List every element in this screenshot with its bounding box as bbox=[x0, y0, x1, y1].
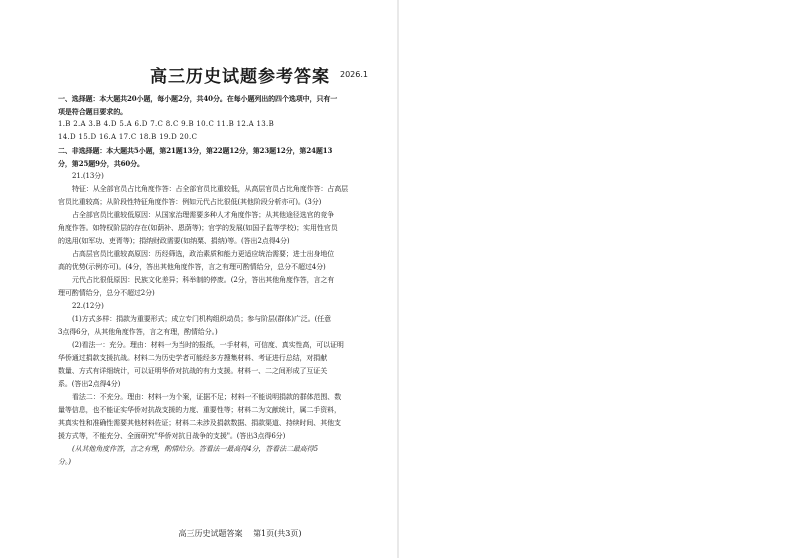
answers-row-1: 1.B 2.A 3.B 4.D 5.A 6.D 7.C 8.C 9.B 10.C 11.B 12.A 13.B bbox=[58, 120, 275, 128]
page-fold-line bbox=[397, 0, 399, 558]
q21-para: 特征：从全部官员占比角度作答：占全部官员比重较低，从高层官员占比角度作答：占高层 bbox=[72, 185, 348, 193]
q22-para: 援方式等，不能充分、全面研究"华侨对抗日战争的支援"。(答出3点得6分) bbox=[58, 432, 286, 440]
page-footer bbox=[120, 528, 360, 539]
answers-row-2: 14.D 15.D 16.A 17.C 18.B 19.D 20.C bbox=[58, 133, 198, 141]
q22-para: 看法二：不充分。理由：材料一为个案，证据不足；材料一不能说明捐款的群体范围、数 bbox=[72, 393, 342, 401]
q21-para: 理可酌情给分，总分不超过2分) bbox=[58, 289, 155, 297]
q21-para: 占高层官员比重较高原因：历经筛选，政治素质和能力更适应统治需要；进士出身地位 bbox=[72, 250, 335, 258]
section2-header: 二、非选择题：本大题共5小题，第21题13分，第22题12分，第23题12分，第24题13 bbox=[58, 146, 333, 155]
q21-para: 的选用(如军功、吏胥等)；捐纳财政需要(如纳粟、捐纳)等。(答出2点得4分) bbox=[58, 237, 290, 245]
exam-date: 2026.1 bbox=[340, 70, 368, 79]
section1-header-cont: 项是符合题目要求的。 bbox=[58, 107, 127, 116]
answer-body bbox=[58, 92, 374, 469]
q21-number: 21.(13分) bbox=[72, 172, 104, 180]
section1-header: 一、选择题：本大题共20小题，每小题2分，共40分。在每小题列出的四个选项中，只有一 bbox=[58, 94, 338, 103]
q21-para: 占全部官员比重较低原因：从国家治理需要多种人才角度作答；从其他途径选官的竞争 bbox=[72, 211, 335, 219]
q22-para: 其真实性和准确性需要其他材料佐证；材料二未涉及捐款数据、捐款渠道、持续时间、其他支 bbox=[58, 419, 341, 427]
q21-para: 角度作答。如特权阶层的存在(如荫补、恩荫等)；官学的发展(如国子监等学校)；实用性官员 bbox=[58, 224, 338, 232]
q21-para: 元代占比很低原因：民族文化差异；科举制的停废。(2分，答出其他角度作答，言之有 bbox=[72, 276, 335, 284]
q21-para: 高的优势(示例亦可)。(4分，答出其他角度作答，言之有理可酌情给分，总分不超过4分) bbox=[58, 263, 326, 271]
footer-doc-name: 高三历史试题答案 bbox=[178, 529, 243, 538]
q21-para: 官员比重较高；从阶段性特征角度作答：例如元代占比很低(其他阶段分析亦可)。(3分) bbox=[58, 198, 322, 206]
q22-number: 22.(12分) bbox=[72, 302, 104, 310]
section2-header-cont: 分，第25题9分，共60分。 bbox=[58, 159, 144, 168]
q22-para: 3点得6分，从其他角度作答，言之有理，酌情给分。) bbox=[58, 328, 218, 336]
q22-para: 数量、方式有详细统计，可以证明华侨对抗战的有力支援。材料一、二之间形成了互证关 bbox=[58, 367, 328, 375]
q22-para: 华侨通过捐款支援抗战。材料二为历史学者可能经多方搜集材料、考证进行总结，对捐献 bbox=[58, 354, 328, 362]
q22-para: (1)方式多样：捐款为重要形式；成立专门机构组织动员；参与阶层(群体)广泛。(任意 bbox=[72, 315, 332, 323]
page-title: 高三历史试题参考答案 bbox=[150, 67, 330, 87]
q22-scoring-note: 分。) bbox=[58, 458, 71, 466]
q22-scoring-note: (从其他角度作答，言之有理，酌情给分。答看法一最高得4分，答看法二最高得5 bbox=[72, 445, 318, 453]
q22-para: 量等信息，也不能证实华侨对抗战支援的力度、重要性等；材料二为文献统计，属二手资料， bbox=[58, 406, 341, 414]
q22-para: (2)看法一：充分。理由：材料一为当时的报纸，一手材料，可信度、真实性高，可以证明 bbox=[72, 341, 344, 349]
q22-para: 系。(答出2点得4分) bbox=[58, 380, 121, 388]
footer-page-number: 第1页(共3页) bbox=[253, 529, 302, 538]
